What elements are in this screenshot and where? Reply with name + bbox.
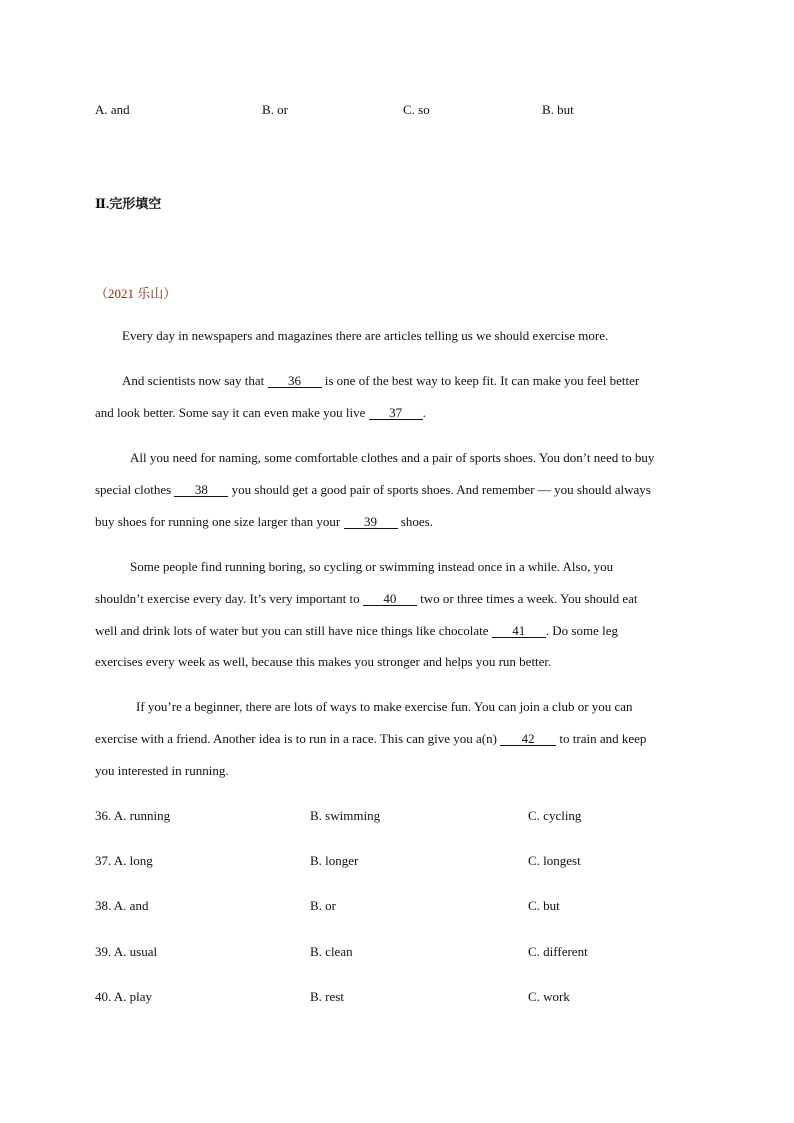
passage-text: And scientists now say that — [122, 373, 265, 388]
passage-text: shouldn’t exercise every day. It’s very important to — [95, 591, 360, 606]
passage-text: exercise with a friend. Another idea is to run in a race. This can give you a(n) — [95, 731, 497, 746]
passage-text: you interested in running. — [95, 763, 229, 778]
passage-line-3 — [95, 405, 426, 421]
top-option-b: B. or — [262, 102, 288, 117]
passage-text: . Do some leg — [545, 623, 618, 638]
option-b: B. swimming — [310, 808, 381, 823]
passage-line-11 — [136, 699, 633, 715]
top-option-a: A. and — [95, 102, 130, 117]
passage-line-5 — [95, 482, 651, 498]
passage-text: If you’re a beginner, there are lots of ways to make exercise fun. You can join a club or you can — [136, 699, 633, 714]
passage-text: well and drink lots of water but you can still have nice things like chocolate — [95, 623, 489, 638]
top-option-d: B. but — [542, 102, 574, 117]
section-title: Ⅱ.完形填空 — [95, 196, 162, 211]
passage-text: . — [422, 405, 426, 420]
option-a: 36. A. running — [95, 808, 171, 823]
passage-text: buy shoes for running one size larger than your — [95, 514, 341, 529]
passage-line-4 — [130, 450, 654, 466]
blank-37: 37 — [369, 406, 423, 420]
passage-line-9 — [95, 623, 618, 639]
passage-line-1 — [122, 328, 608, 344]
passage-text: to train and keep — [559, 731, 647, 746]
passage-line-7 — [130, 559, 613, 575]
passage-line-10 — [95, 654, 551, 670]
passage-text: exercises every week as well, because this makes you stronger and helps you run better. — [95, 654, 552, 669]
passage-text: Some people find running boring, so cycling or swimming instead once in a while. Also, you — [130, 559, 614, 574]
blank-42: 42 — [500, 732, 556, 746]
option-c: C. but — [528, 898, 560, 913]
question-row-40 — [95, 989, 735, 1007]
option-b: B. rest — [310, 989, 344, 1004]
option-a: 39. A. usual — [95, 944, 158, 959]
passage-text: and look better. Some say it can even make you live — [95, 405, 366, 420]
passage-text: shoes. — [400, 514, 433, 529]
option-c: C. work — [528, 989, 570, 1004]
blank-39: 39 — [344, 515, 398, 529]
option-b: B. longer — [310, 853, 359, 868]
passage-text: All you need for naming, some comfortable clothes and a pair of sports shoes. You don’t need to buy — [130, 450, 655, 465]
passage-line-13 — [95, 763, 229, 779]
option-c: C. cycling — [528, 808, 582, 823]
blank-40: 40 — [363, 592, 417, 606]
top-options-row — [95, 102, 735, 120]
blank-36: 36 — [268, 374, 322, 388]
passage-line-12 — [95, 731, 646, 747]
option-c: C. different — [528, 944, 588, 959]
option-a: 37. A. long — [95, 853, 153, 868]
passage-text: you should get a good pair of sports shoes. And remember — you should always — [231, 482, 651, 497]
option-a: 40. A. play — [95, 989, 153, 1004]
question-row-36 — [95, 808, 735, 826]
question-row-37 — [95, 853, 735, 871]
passage-text: special clothes — [95, 482, 172, 497]
passage-text: two or three times a week. You should eat — [420, 591, 638, 606]
option-a: 38. A. and — [95, 898, 149, 913]
passage-line-2 — [122, 373, 639, 389]
question-row-39 — [95, 944, 735, 962]
top-option-c: C. so — [403, 102, 430, 117]
blank-38: 38 — [174, 483, 228, 497]
passage-text: Every day in newspapers and magazines there are articles telling us we should exercise more. — [122, 328, 609, 343]
option-b: B. or — [310, 898, 336, 913]
passage-line-6 — [95, 514, 433, 530]
passage-line-8 — [95, 591, 637, 607]
source-label: （2021 乐山） — [95, 286, 177, 301]
blank-41: 41 — [492, 624, 546, 638]
question-row-38 — [95, 898, 735, 916]
option-c: C. longest — [528, 853, 581, 868]
option-b: B. clean — [310, 944, 353, 959]
passage-text: is one of the best way to keep fit. It can make you feel better — [324, 373, 640, 388]
